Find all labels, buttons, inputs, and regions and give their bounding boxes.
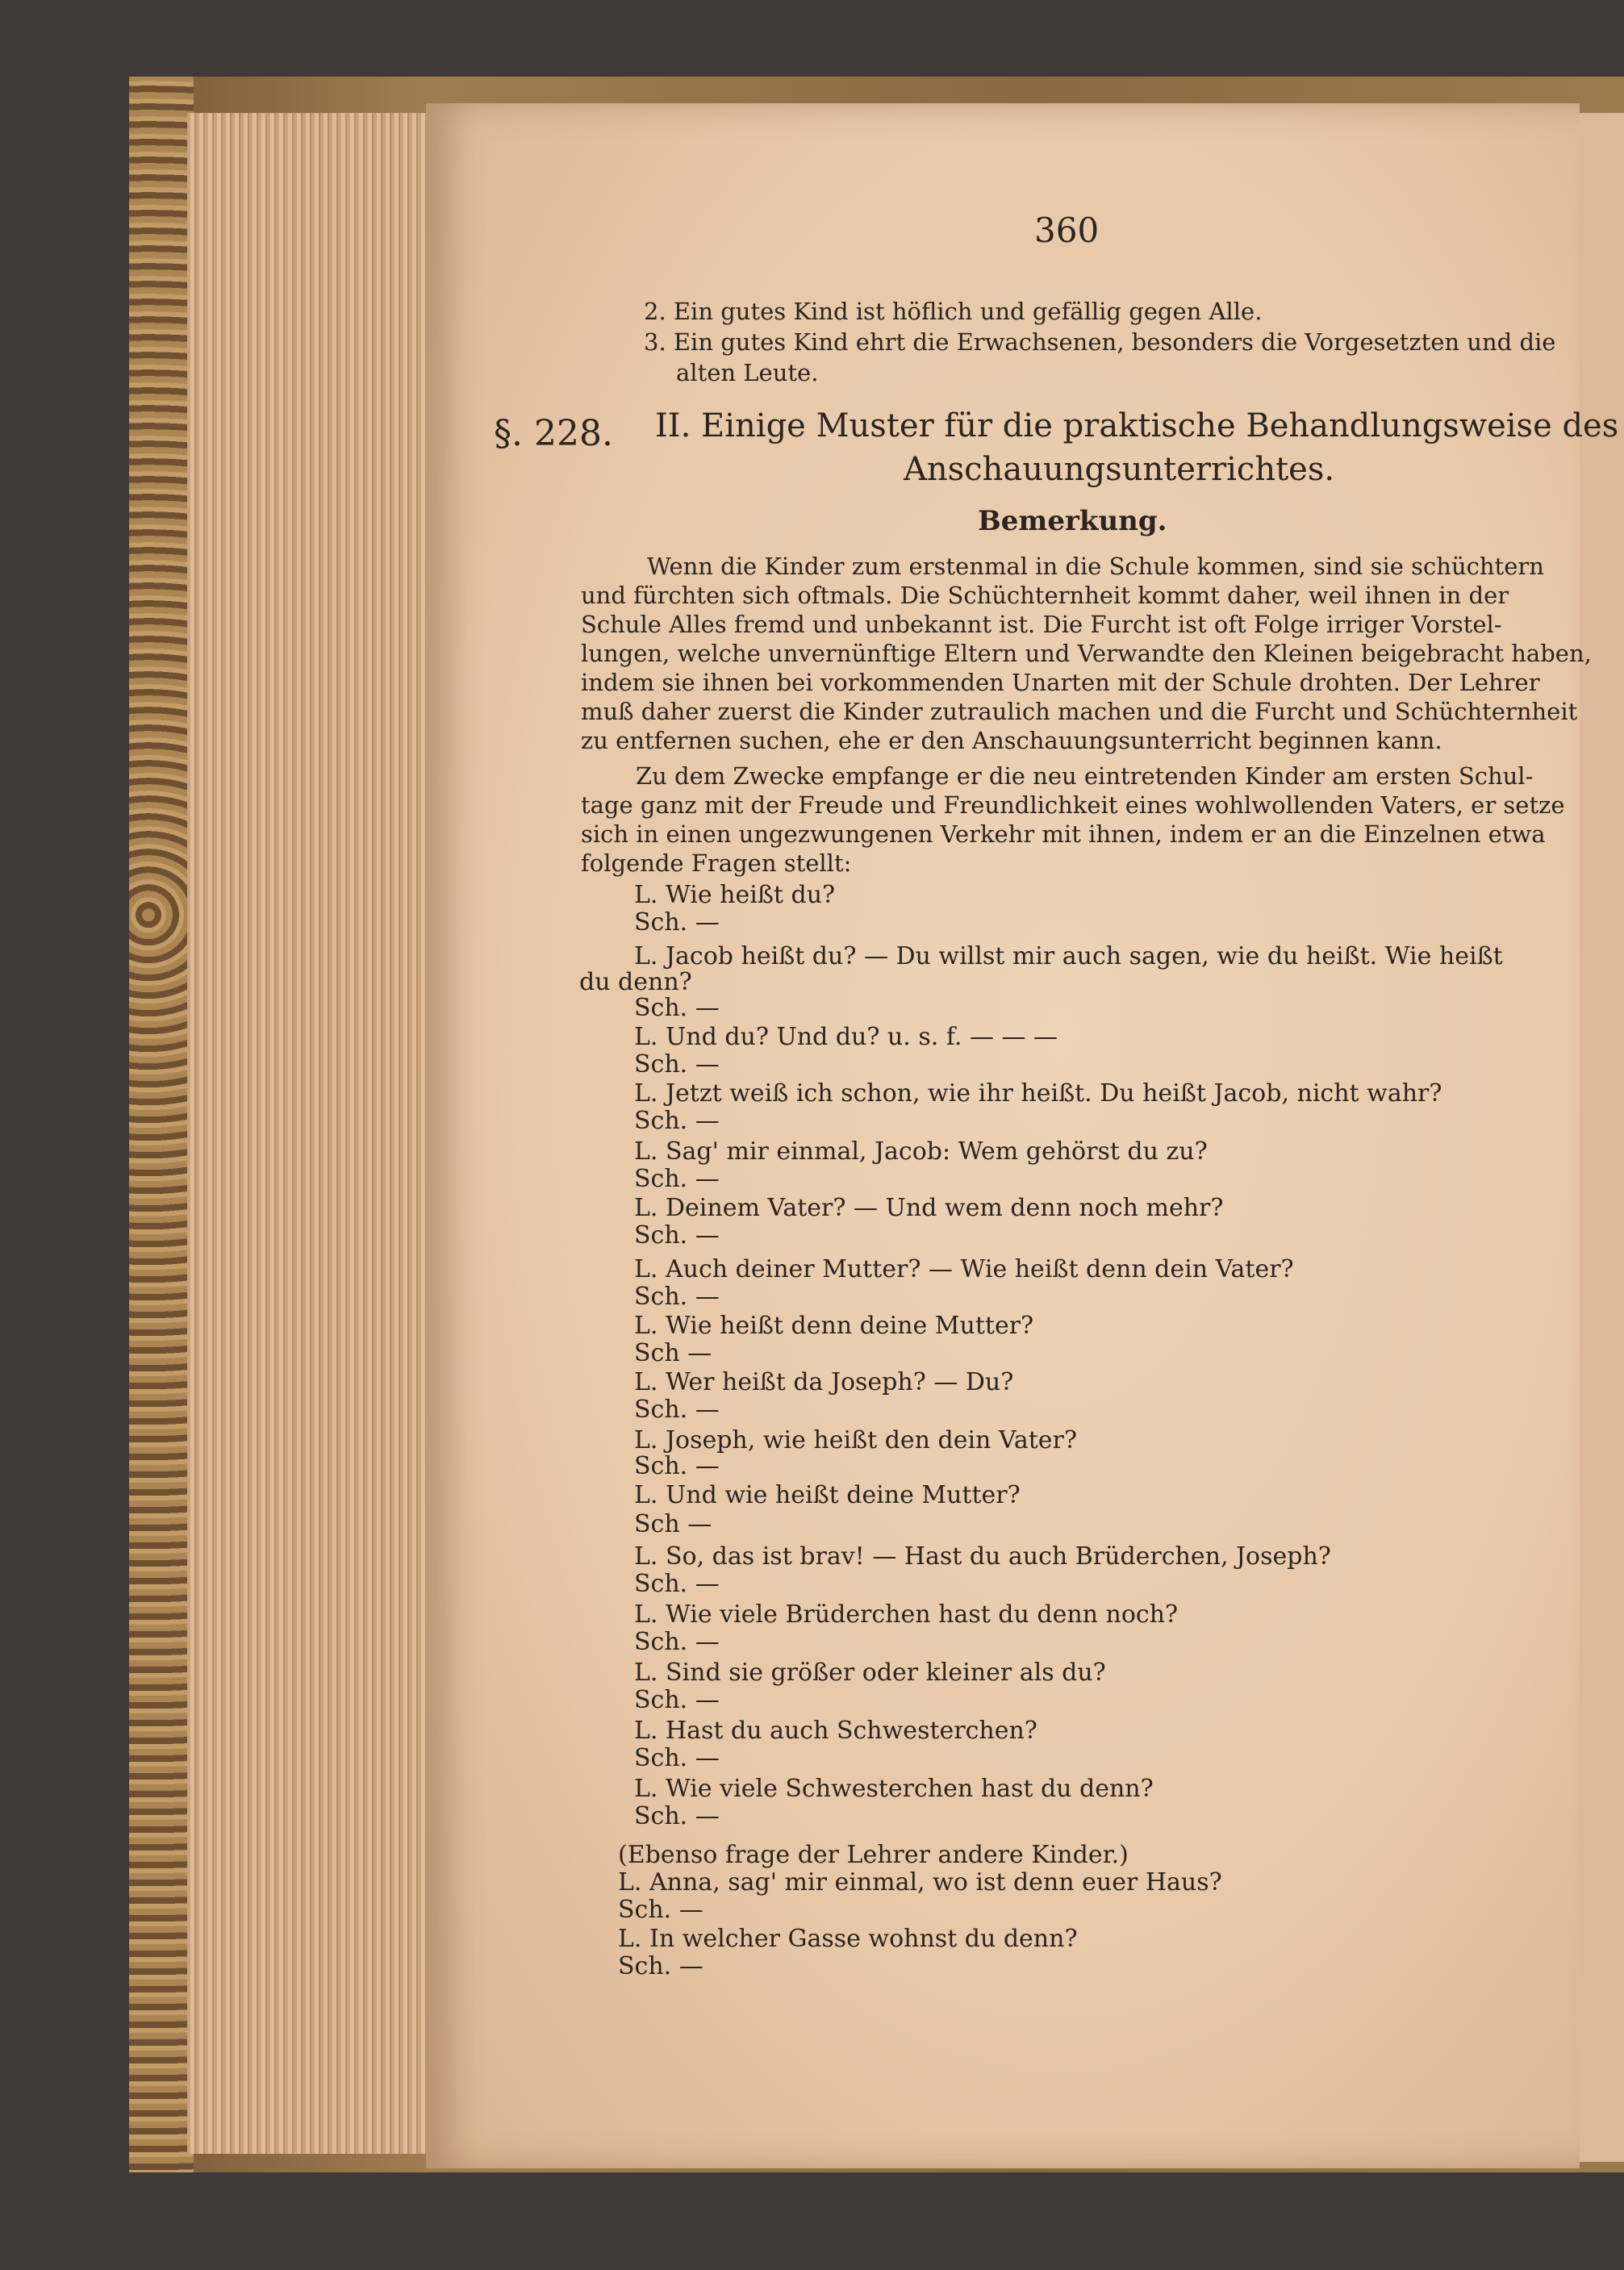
paragraph-line: sich in einen ungezwungenen Verkehr mit ihnen, indem er an die Einzelnen etwa xyxy=(581,820,1546,848)
dialogue-line: Sch. — xyxy=(634,1050,720,1079)
dialogue-line: L. Wie heißt du? xyxy=(634,881,836,909)
dialogue-line: L. Sind sie größer oder kleiner als du? xyxy=(634,1659,1106,1687)
paragraph-line: Wenn die Kinder zum erstenmal in die Schule kommen, sind sie schüchtern xyxy=(647,553,1544,580)
list-item: 2. Ein gutes Kind ist höflich und gefällig gegen Alle. xyxy=(644,298,1263,325)
dialogue-line: Sch. — xyxy=(634,1221,720,1250)
paragraph-line: lungen, welche unvernünftige Eltern und Verwandte den Kleinen beigebracht haben, xyxy=(581,640,1592,667)
page-edges xyxy=(187,113,429,2154)
dialogue-line: Sch. — xyxy=(634,908,720,937)
dialogue-line: Sch. — xyxy=(634,1570,720,1598)
dialogue-line: L. So, das ist brav! — Hast du auch Brüderchen, Joseph? xyxy=(634,1542,1331,1571)
dialogue-line: L. Wie heißt denn deine Mutter? xyxy=(634,1312,1034,1340)
dialogue-line: L. Sag' mir einmal, Jacob: Wem gehörst du zu? xyxy=(634,1137,1208,1166)
dialogue-line: L. Und du? Und du? u. s. f. — — — xyxy=(634,1023,1058,1051)
paragraph-line: Zu dem Zwecke empfange er die neu eintretenden Kinder am ersten Schul- xyxy=(636,762,1534,790)
dialogue-line: (Ebenso frage der Lehrer andere Kinder.) xyxy=(618,1841,1129,1869)
dialogue-line: L. Wie viele Brüderchen hast du denn noch? xyxy=(634,1600,1179,1629)
dialogue-line: du denn? xyxy=(579,968,692,996)
dialogue-line: Sch. — xyxy=(634,1686,720,1714)
dialogue-line: Sch. — xyxy=(618,1952,703,1980)
dialogue-line: Sch. — xyxy=(634,1283,720,1311)
dialogue-line: L. Wer heißt da Joseph? — Du? xyxy=(634,1368,1014,1396)
paragraph-line: zu entfernen suchen, ehe er den Anschauungsunterricht beginnen kann. xyxy=(581,727,1442,754)
dialogue-line: L. Hast du auch Schwesterchen? xyxy=(634,1717,1037,1745)
dialogue-line: Sch — xyxy=(634,1510,712,1538)
dialogue-line: Sch. — xyxy=(634,994,720,1022)
dialogue-line: Sch. — xyxy=(634,1107,720,1135)
dialogue-line: L. Jetzt weiß ich schon, wie ihr heißt. Du heißt Jacob, nicht wahr? xyxy=(634,1079,1442,1108)
dialogue-line: Sch. — xyxy=(634,1802,720,1830)
paragraph-line: folgende Fragen stellt: xyxy=(581,849,852,877)
dialogue-line: Sch. — xyxy=(634,1628,720,1656)
marbled-cover xyxy=(129,77,194,2172)
dialogue-line: L. Auch deiner Mutter? — Wie heißt denn dein Vater? xyxy=(634,1255,1294,1283)
dialogue-line: L. In welcher Gasse wohnst du denn? xyxy=(618,1925,1078,1953)
paragraph-line: tage ganz mit der Freude und Freundlichkeit eines wohlwollenden Vaters, er setze xyxy=(581,791,1565,819)
dialogue-line: Sch. — xyxy=(634,1744,720,1772)
paragraph-line: muß daher zuerst die Kinder zutraulich machen und die Furcht und Schüchternheit xyxy=(581,698,1578,725)
dialogue-line: L. Anna, sag' mir einmal, wo ist denn euer Haus? xyxy=(618,1868,1222,1897)
dialogue-line: L. Deinem Vater? — Und wem denn noch mehr? xyxy=(634,1194,1224,1222)
dialogue-line: Sch. — xyxy=(634,1165,720,1193)
paragraph-line: und fürchten sich oftmals. Die Schüchternheit kommt daher, weil ihnen in der xyxy=(581,582,1509,609)
page-number: 360 xyxy=(1034,211,1100,250)
dialogue-line: Sch — xyxy=(634,1339,712,1367)
paragraph-line: Schule Alles fremd und unbekannt ist. Die Furcht ist oft Folge irriger Vorstel- xyxy=(581,611,1502,638)
section-heading: II. Einige Muster für die praktische Behandlungsweise des xyxy=(655,407,1619,444)
list-item: alten Leute. xyxy=(676,359,819,386)
dialogue-line: L. Und wie heißt deine Mutter? xyxy=(634,1481,1021,1509)
dialogue-line: L. Jacob heißt du? — Du willst mir auch sagen, wie du heißt. Wie heißt xyxy=(634,942,1503,970)
section-mark: §. 228. xyxy=(494,413,613,454)
dialogue-line: Sch. — xyxy=(634,1452,720,1480)
dialogue-line: Sch. — xyxy=(634,1396,720,1424)
subheading: Bemerkung. xyxy=(978,505,1167,537)
list-item: 3. Ein gutes Kind ehrt die Erwachsenen, besonders die Vorgesetzten und die xyxy=(644,328,1556,356)
dialogue-line: L. Wie viele Schwesterchen hast du denn? xyxy=(634,1775,1154,1803)
dialogue-line: L. Joseph, wie heißt den dein Vater? xyxy=(634,1426,1077,1454)
paragraph-line: indem sie ihnen bei vorkommenden Unarten mit der Schule drohten. Der Lehrer xyxy=(581,669,1540,696)
section-heading: Anschauungsunterrichtes. xyxy=(904,451,1335,488)
dialogue-line: Sch. — xyxy=(618,1896,703,1924)
